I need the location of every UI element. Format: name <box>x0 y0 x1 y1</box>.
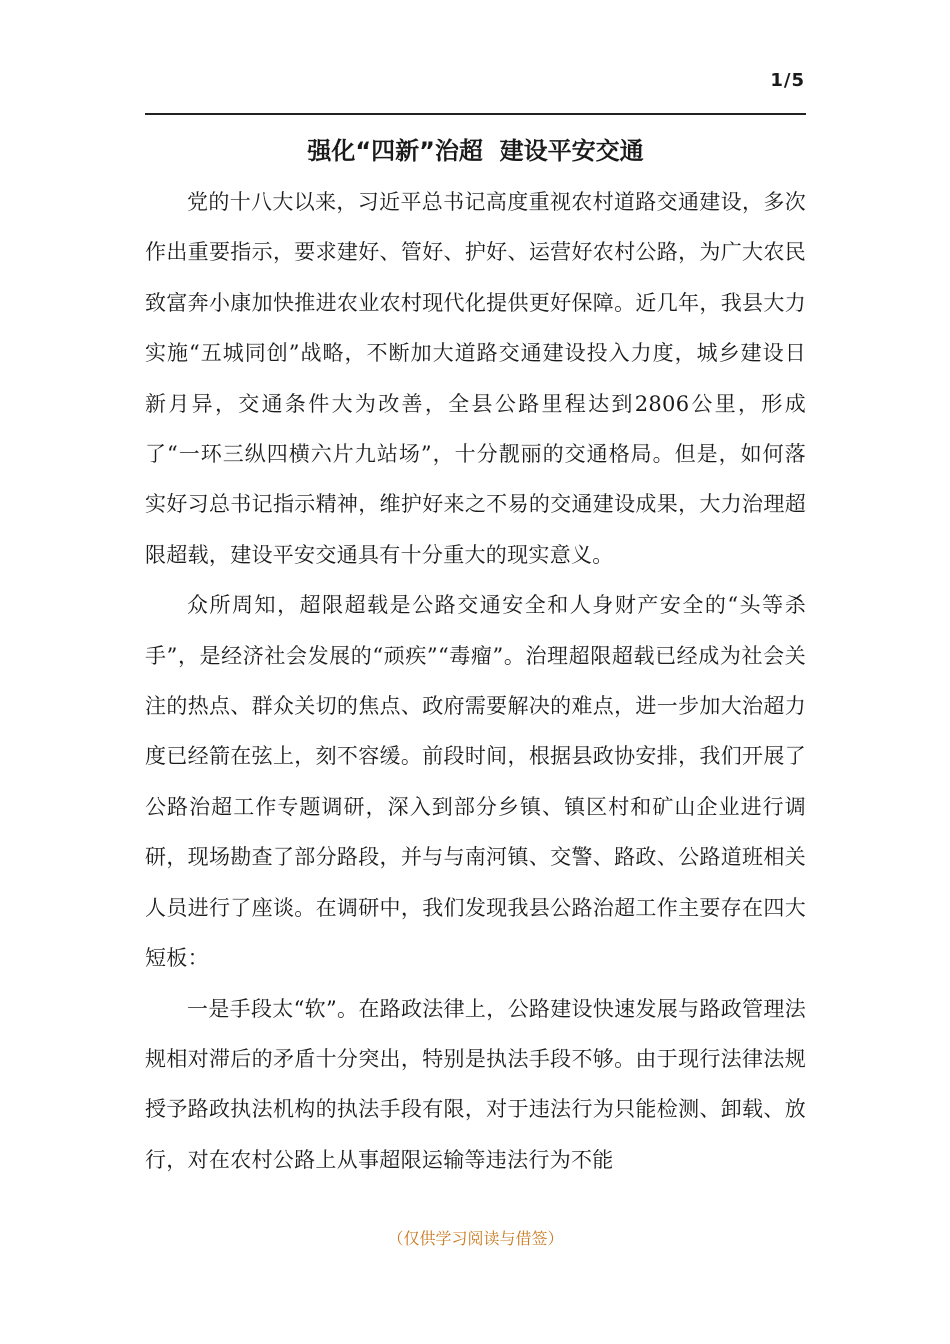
document-body <box>145 177 806 1185</box>
paragraph: 一是手段太“软”。在路政法律上，公路建设快速发展与路政管理法规相对滞后的矛盾十分突出，特别是执法手段不够。由于现行法律法规授予路政执法机构的执法手段有限，对于违法行为只能检测、卸载、放行，对在农村公路上从事超限运输等违法行为不能 <box>145 996 806 1172</box>
paragraph: 众所周知，超限超载是公路交通安全和人身财产安全的“头等杀手”，是经济社会发展的“顽疾”“毒瘤”。治理超限超载已经成为社会关注的热点、群众关切的焦点、政府需要解决的难点，进一步加大治超力度已经箭在弦上，刻不容缓。前段时间，根据县政协安排，我们开展了公路治超工作专题调研，深入到部分乡镇、镇区村和矿山企业进行调研，现场勘查了部分路段，并与与南河镇、交警、路政、公路道班相关人员进行了座谈。在调研中，我们发现我县公路治超工作主要存在四大短板： <box>145 593 806 971</box>
document-title: 强化“四新”治超 建设平安交通 <box>307 137 644 165</box>
header-divider <box>145 113 806 115</box>
page-number: 1/5 <box>770 70 805 91</box>
footer-watermark: （仅供学习阅读与借签） <box>387 1229 564 1248</box>
paragraph: 党的十八大以来，习近平总书记高度重视农村道路交通建设，多次作出重要指示，要求建好、管好、护好、运营好农村公路，为广大农民致富奔小康加快推进农业农村现代化提供更好保障。近几年，我县大力实施“五城同创”战略，不断加大道路交通建设投入力度，城乡建设日新月异，交通条件大为改善，全县公路里程达到2806公里，形成了“一环三纵四横六片九站场”，十分靓丽的交通格局。但是，如何落实好习总书记指示精神，维护好来之不易的交通建设成果，大力治理超限超载，建设平安交通具有十分重大的现实意义。 <box>145 190 806 567</box>
